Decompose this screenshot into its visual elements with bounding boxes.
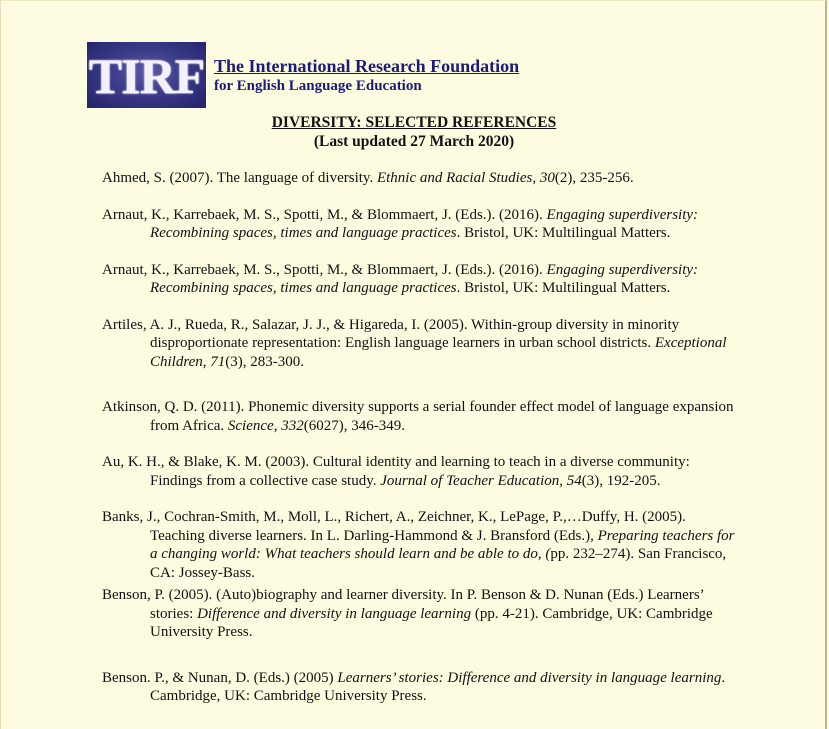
reference-text: Arnaut, K., Karrebaek, M. S., Spotti, M., & Blommaert, J. (Eds.). (2016). [102, 261, 547, 278]
reference-italic-text: Engaging superdiversity: Recombining spaces, times and language practices [150, 261, 699, 296]
reference-text: (3), 192-205. [581, 472, 661, 489]
reference-italic-text: 30 [539, 170, 555, 186]
reference-text: , [532, 170, 540, 186]
header [87, 42, 519, 108]
reference-text: Benson. P., & Nunan, D. (Eds.) (2005) [102, 669, 338, 686]
reference-italic-text: Learners’ stories: Difference and diversity in language learning [337, 669, 722, 686]
document-subtitle: (Last updated 27 March 2020) [313, 133, 515, 150]
reference-text: (2), 235-256. [554, 170, 634, 186]
organization-name-link[interactable]: The International Research Foundation [214, 56, 520, 76]
reference-italic-text: Preparing teachers for a changing world: What teachers should learn and be able to do, ( [150, 527, 735, 562]
reference-entry [102, 169, 742, 188]
reference-text: , [273, 417, 282, 434]
reference-italic-text: Engaging superdiversity: Recombining spaces, times and language practices [150, 206, 699, 241]
reference-entry [102, 453, 742, 490]
reference-text: . Bristol, UK: Multilingual Matters. [456, 280, 671, 296]
reference-text: Banks, J., Cochran-Smith, M., Moll, L., Richert, A., Zeichner, K., LePage, P.,…Duffy, H. (2005). Teaching diverse learners. In L. Darling-Hammond & J. Bransford (Eds.), [102, 509, 686, 544]
reference-entry [102, 316, 742, 372]
reference-text: pp. 232–274). San Francisco, CA: Jossey-Bass. [150, 546, 727, 581]
reference-text: , [202, 353, 211, 370]
reference-text: (3), 283-300. [225, 353, 305, 370]
reference-text: . Cambridge, UK: Cambridge University Press. [150, 669, 726, 704]
reference-italic-text: Science [227, 417, 274, 434]
reference-text: Au, K. H., & Blake, K. M. (2003). Cultural identity and learning to teach in a diverse community: Findings from a collective case study. [102, 454, 690, 489]
reference-text: Ahmed, S. (2007). The language of diversity. [102, 170, 377, 186]
organization-subtitle: for English Language Education [214, 78, 422, 94]
document-title: DIVERSITY: SELECTED REFERENCES [271, 114, 557, 131]
reference-italic-text: Difference and diversity in language learning [197, 605, 472, 622]
reference-text: Artiles, A. J., Rueda, R., Salazar, J. J., & Higareda, I. (2005). Within-group diversity in minority disproportionate representation: English language learners in urban school districts. [102, 316, 680, 351]
organization-block [214, 55, 519, 95]
reference-text: Arnaut, K., Karrebaek, M. S., Spotti, M., & Blommaert, J. (Eds.). (2016). [102, 206, 547, 223]
reference-entry [102, 398, 742, 435]
reference-entry [102, 669, 742, 706]
reference-list [102, 169, 742, 706]
reference-entry [102, 508, 742, 582]
logo-text: TIRF [88, 48, 205, 104]
reference-text: Benson, P. (2005). (Auto)biography and learner diversity. In P. Benson & D. Nunan (Eds.) Learners’ stories: [102, 587, 704, 622]
reference-text: (6027), 346-349. [303, 417, 405, 434]
reference-entry [102, 261, 742, 298]
reference-italic-text: Journal of Teacher Education, 54 [380, 472, 582, 489]
reference-italic-text: Exceptional Children [150, 335, 727, 370]
reference-italic-text: 332 [281, 417, 304, 434]
reference-text: (pp. 4-21). Cambridge, UK: Cambridge University Press. [150, 605, 713, 640]
reference-text: . Bristol, UK: Multilingual Matters. [456, 225, 671, 241]
reference-entry [102, 206, 742, 243]
reference-text: Atkinson, Q. D. (2011). Phonemic diversity supports a serial founder effect model of language expansion from Africa. [102, 399, 734, 434]
reference-italic-text: Ethnic and Racial Studies [376, 170, 533, 186]
reference-entry [102, 586, 742, 642]
tirf-logo[interactable] [87, 42, 206, 108]
reference-italic-text: 71 [210, 353, 226, 370]
document-heading [1, 113, 827, 151]
